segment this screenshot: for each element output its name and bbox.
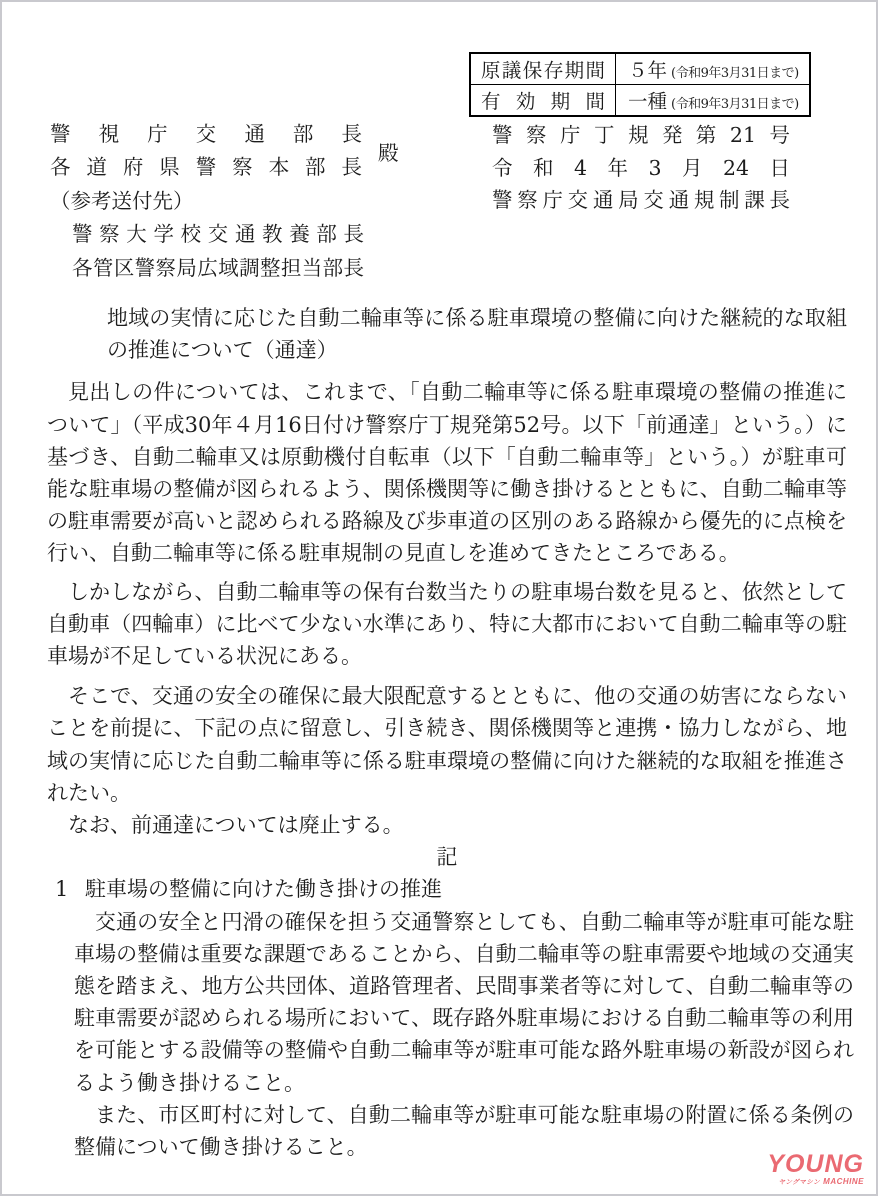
recipients-block — [50, 118, 399, 285]
ki-marker: 記 — [436, 845, 458, 870]
section-paragraph: また、市区町村に対して、自動二輪車等が駐車可能な駐車場の附置に係る条例の整備について働き掛けること。 — [74, 1102, 854, 1160]
cc-label: （参考送付先） — [50, 189, 194, 213]
section-number: 1 — [55, 877, 69, 902]
validity-row-label: 有効期間 — [481, 90, 605, 113]
paragraph: しかしながら、自動二輪車等の保有台数当たりの駐車場台数を見ると、依然として自動車（四輪車）に比べて少ない水準にあり、特に大都市において自動二輪車等の駐車場が不足している状況にある。 — [47, 579, 847, 669]
retention-period-table — [469, 52, 811, 117]
section-heading: 駐車場の整備に向けた働き掛けの推進 — [85, 877, 442, 902]
retention-row-value: ５年 — [628, 59, 668, 82]
document-meta — [492, 119, 790, 217]
document-title: 地域の実情に応じた自動二輪車等に係る駐車環境の整備に向けた継続的な取組の推進について（通達） — [107, 306, 847, 363]
cc-recipient-line: 各管区警察局広域調整担当部長 — [72, 255, 364, 280]
young-machine-logo — [767, 1149, 864, 1187]
paragraph: 見出しの件については、これまで、「自動二輪車等に係る駐車環境の整備の推進について」（平成30年４月16日付け警察庁丁規発第52号。以下「前通達」という。）に基づき、自動二輪車又は原動機付自転車（以下「自動二輪車等」という。）が駐車可能な駐車場の整備が図られるよう、関係機関等に働き掛けるとともに、自動二輪車等の駐車需要が高いと認められる路線及び歩車道の区別のある路線から優先的に点検を行い、自動二輪車等に係る駐車規制の見直しを進めてきたところである。 — [47, 380, 847, 566]
section-paragraph: 交通の安全と円滑の確保を担う交通警察としても、自動二輪車等が駐車可能な駐車場の整備は重要な課題であることから、自動二輪車等の駐車需要や地域の交通実態を踏まえ、地方公共団体、道路管理者、民間事業者等に対して、自動二輪車等の駐車需要が認められる場所において、既存路外駐車場における自動二輪車等の利用を可能とする設備等の整備や自動二輪車等が駐車可能な路外駐車場の新設が図られるよう働き掛けること。 — [74, 909, 854, 1095]
document-body — [47, 302, 854, 1163]
logo-kana: ヤングマシン — [778, 1178, 821, 1186]
paragraph: そこで、交通の安全の確保に最大限配意するとともに、他の交通の妨害にならないことを前提に、下記の点に留意し、引き続き、関係機関等と連携・協力しながら、地域の実情に応じた自動二輪車等に係る駐車環境の整備に向けた継続的な取組を推進されたい。 — [47, 684, 847, 805]
document-number: 警察庁丁規発第21号 — [492, 123, 790, 147]
cc-recipient-line: 警察大学校交通教養部長 — [72, 222, 364, 246]
document-date: 令和4年3月24日 — [492, 155, 790, 180]
retention-row-label: 原議保存期間 — [481, 59, 605, 82]
section-heading-row — [47, 873, 847, 905]
document-issuer: 警察庁交通局交通規制課長 — [492, 188, 790, 213]
honorific: 殿 — [378, 141, 399, 165]
validity-row-note: (令和9年3月31日まで) — [671, 97, 799, 112]
table-row — [470, 53, 810, 85]
recipient-line: 各道府県警察本部長 — [50, 155, 362, 179]
validity-row-value: 一種 — [628, 90, 668, 113]
table-row — [470, 85, 810, 117]
recipient-line: 警視庁交通部長 — [50, 122, 362, 146]
paragraph: なお、前通達については廃止する。 — [68, 813, 404, 838]
logo-subtext: MACHINE — [823, 1176, 864, 1186]
retention-row-note: (令和9年3月31日まで) — [671, 66, 799, 81]
logo-text: YOUNG — [767, 1149, 864, 1178]
